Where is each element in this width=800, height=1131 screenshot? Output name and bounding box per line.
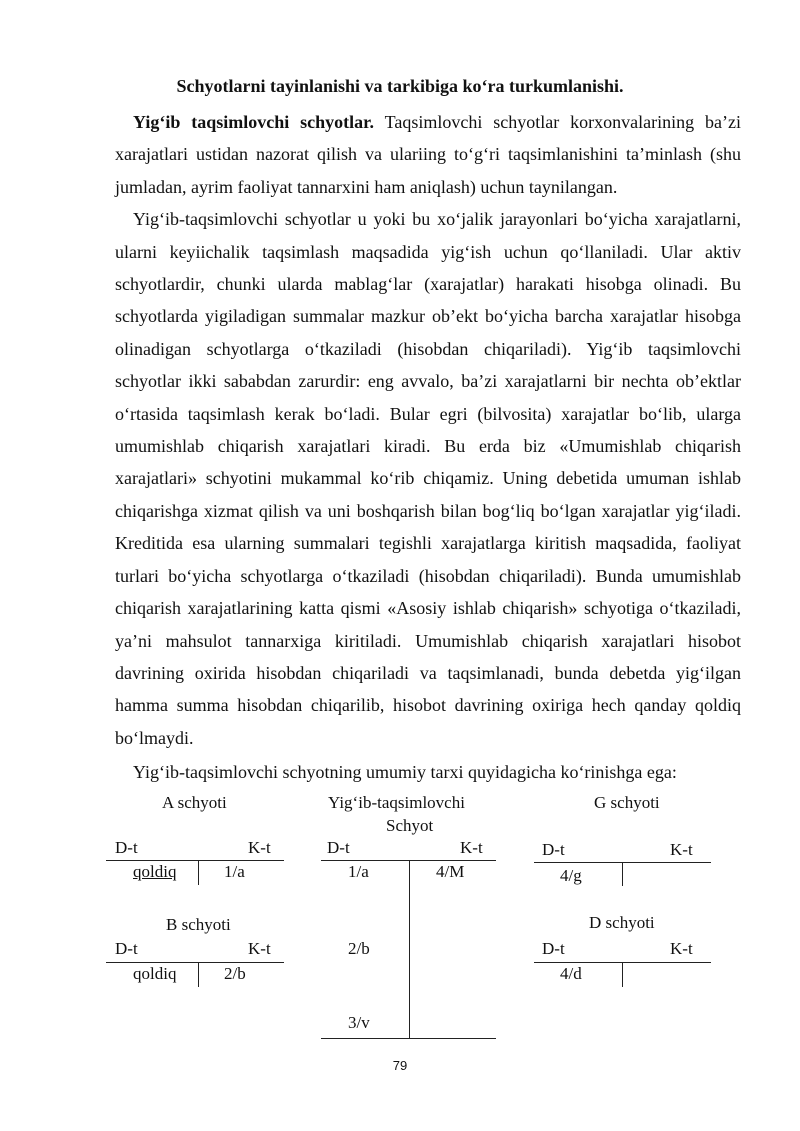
account-b-title: B schyoti	[166, 915, 231, 934]
account-a-debit: D-t	[115, 838, 138, 857]
account-a-left-entry: qoldiq	[133, 862, 177, 881]
account-b-left-entry: qoldiq	[133, 964, 177, 983]
account-collective-debit-entry-2: 2/b	[348, 939, 370, 958]
account-b-top-rule	[106, 962, 284, 963]
scheme-lead-sentence: Yig‘ib-taqsimlovchi schyotning umumiy tarxi quyidagicha ko‘rinishga ega:	[133, 762, 677, 782]
account-g-left-entry: 4/g	[560, 866, 582, 885]
paragraph-1-bold-lead: Yig‘ib taqsimlovchi schyotlar.	[133, 112, 375, 132]
account-collective-debit: D-t	[327, 838, 350, 857]
account-b-debit: D-t	[115, 939, 138, 958]
account-collective-bottom-rule	[321, 1038, 496, 1039]
account-g-credit: K-t	[670, 840, 693, 859]
account-d-divider	[622, 962, 623, 987]
account-b-right-entry: 2/b	[224, 964, 246, 983]
section-heading: Schyotlarni tayinlanishi va tarkibiga ko‘ra turkumlanishi.	[176, 76, 624, 96]
account-collective-credit-entry-1: 4/M	[436, 862, 465, 881]
account-a-credit: K-t	[248, 838, 271, 857]
account-collective-debit-entry-1: 1/a	[348, 862, 369, 881]
account-collective-title-line1: Yig‘ib-taqsimlovchi	[328, 793, 465, 812]
account-d-debit: D-t	[542, 939, 565, 958]
account-b-credit: K-t	[248, 939, 271, 958]
account-d-left-entry: 4/d	[560, 964, 582, 983]
paragraph-1-text: Taqsimlovchi schyotlar korxonvalarining ba’zi xarajatlari ustidan nazorat qilish va ulariing to‘g‘ri taqsimlanishini ta’minlash (shu jumladan, ayrim faoliyat tannarxini ham aniqlash) uchun taynilangan.	[115, 112, 741, 197]
account-b-divider	[198, 962, 199, 987]
account-a-right-entry: 1/a	[224, 862, 245, 881]
body-text	[115, 106, 741, 754]
account-collective-credit: K-t	[460, 838, 483, 857]
account-a-title: A schyoti	[162, 793, 227, 812]
account-a-divider	[198, 860, 199, 885]
account-d-credit: K-t	[670, 939, 693, 958]
paragraph-1	[115, 106, 741, 203]
account-d-title: D schyoti	[589, 913, 655, 932]
account-g-title: G schyoti	[594, 793, 660, 812]
account-collective-debit-entry-3: 3/v	[348, 1013, 370, 1032]
account-a-top-rule	[106, 860, 284, 861]
account-collective-title-line2: Schyot	[386, 816, 434, 835]
account-collective-divider	[409, 860, 410, 1038]
account-g-divider	[622, 862, 623, 886]
page-number: 79	[392, 1058, 408, 1073]
paragraph-2: Yig‘ib-taqsimlovchi schyotlar u yoki bu xo‘jalik jarayonlari bo‘yicha xarajatlarni, ularni keyiichalik taqsimlash maqsadida yig‘ish uchun qo‘llaniladi. Ular aktiv schyotlardir, chunki ularda mablag‘lar (xarajatlar) harakati hisobga olinadi. Bu schyotlarda yigiladigan summalar mazkur ob’ekt bo‘yicha barcha xarajatlar hisobga olinadigan schyotlarga o‘tkaziladi (hisobdan chiqariladi). Yig‘ib taqsimlovchi schyotlar ikki sababdan zarurdir: eng avvalo, ba’zi xarajatlarni bir nechta ob’ektlar o‘rtasida taqsimlash kerak bo‘ladi. Bular egri (bilvosita) xarajatlar bo‘lib, ularga umumishlab chiqarish xarajatlari kiradi. Bu erda biz «Umumishlab chiqarish xarajatlari» schyotini mukammal ko‘rib chiqamiz. Uning debetida umuman ishlab chiqarishga xizmat qilish va uni boshqarish bilan bog‘liq bo‘lgan xarajatlar yig‘iladi. Kreditida esa ularning summalari tegishli xarajatlarga kiritish maqsadida, faoliyat turlari bo‘yicha schyotlarga o‘tkaziladi (hisobdan chiqariladi). Bunda umumishlab chiqarish xarajatlarining katta qismi «Asosiy ishlab chiqarish» schyotiga o‘tkaziladi, ya’ni mahsulot tannarxiga kiritiladi. Umumishlab chiqarish xarajatlari hisobot davrining oxirida hisobdan chiqariladi va taqsimlanadi, bunda debetda yig‘ilgan hamma summa hisobdan chiqarilib, hisobot davrining oxiriga hech qanday qoldiq bo‘lmaydi.	[115, 209, 741, 748]
account-g-debit: D-t	[542, 840, 565, 859]
